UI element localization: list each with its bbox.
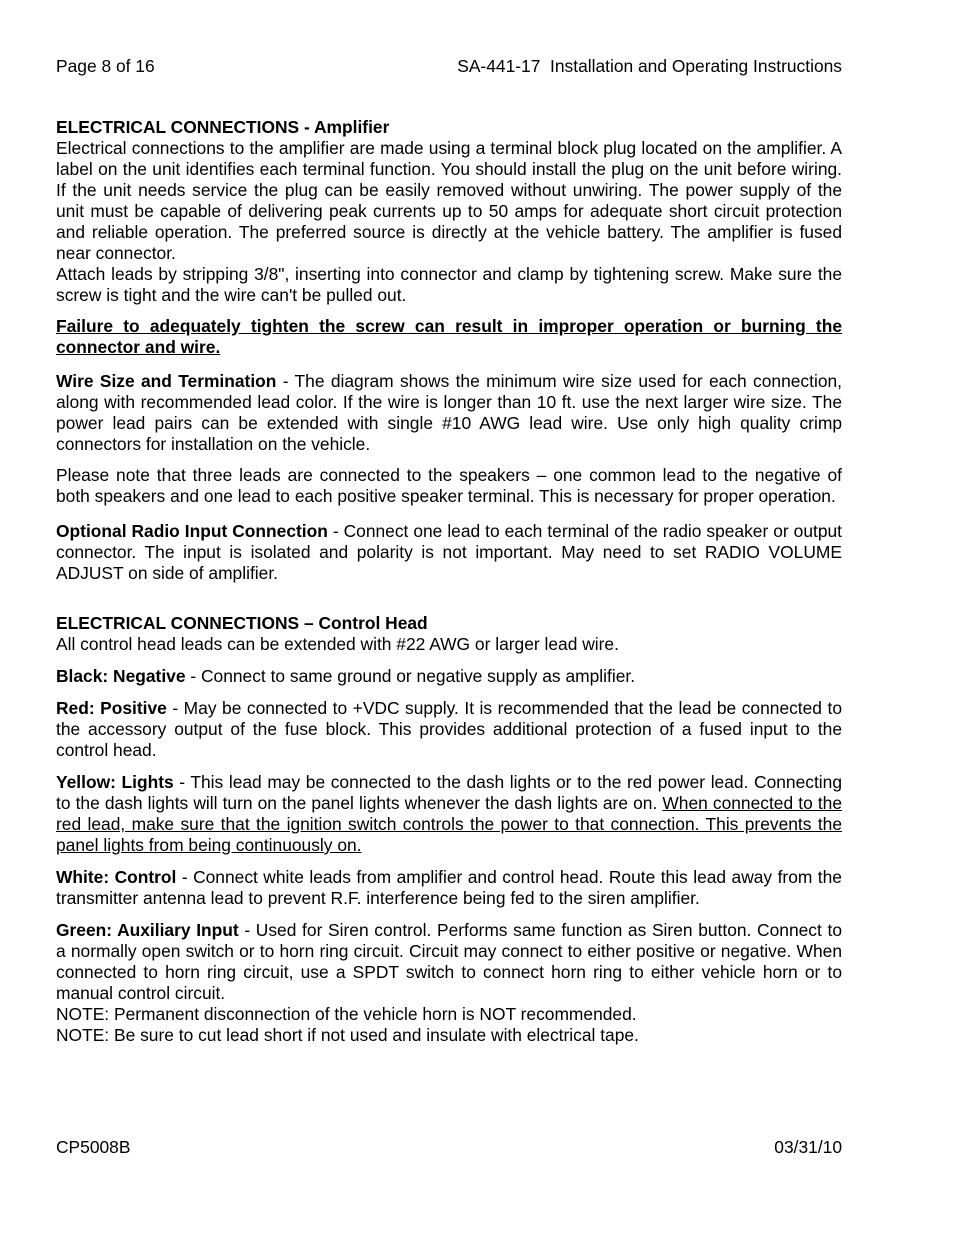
black-lead-label: Black: Negative	[56, 666, 186, 686]
wire-size-text: - The diagram shows the minimum wire size used for each connection, along with recommended lead color. If the wire is longer than 10 ft. use the next larger wire size. The power lead pairs can be extended with single #10 AWG lead wire. Use only high quality crimp connectors for installation on the vehicle.	[56, 371, 842, 454]
document-date: 03/31/10	[774, 1137, 842, 1157]
yellow-lead-warning: When connected to the red lead, make sure that the ignition switch controls the power to that connection. This prevents the panel lights from being continuously on.	[56, 793, 842, 855]
speakers-paragraph: Please note that three leads are connected to the speakers – one common lead to the negative of both speakers and one lead to each positive speaker terminal. This is necessary for proper operation.	[56, 465, 842, 506]
note-lead: NOTE: Be sure to cut lead short if not used and insulate with electrical tape.	[56, 1025, 639, 1045]
black-lead-text: - Connect to same ground or negative supply as amplifier.	[185, 666, 636, 686]
page-number: Page 8 of 16	[56, 56, 155, 76]
warning-text: Failure to adequately tighten the screw can result in improper operation or burning the connector and wire.	[56, 316, 842, 357]
document-code: CP5008B	[56, 1137, 131, 1157]
green-lead-text: - Used for Siren control. Performs same function as Siren button. Connect to a normally open switch or to horn ring circuit. Circuit may connect to either positive or negative. When connected to horn ring circuit, use a SPDT switch to connect horn ring to either vehicle horn or to manual control circuit.	[56, 920, 842, 1003]
yellow-lead-text: - This lead may be connected to the dash lights or to the red power lead. Connecting to the dash lights will turn on the panel lights whenever the dash lights are on.	[56, 772, 842, 813]
attach-leads-paragraph: Attach leads by stripping 3/8", inserting into connector and clamp by tightening screw. Make sure the screw is tight and the wire can't be pulled out.	[56, 264, 842, 305]
green-lead-paragraph	[56, 920, 842, 1004]
white-lead-text: - Connect white leads from amplifier and control head. Route this lead away from the transmitter antenna lead to prevent R.F. interference being fed to the siren amplifier.	[56, 867, 842, 908]
radio-input-paragraph	[56, 521, 842, 584]
wire-size-paragraph	[56, 371, 842, 455]
red-lead-text: - May be connected to +VDC supply. It is recommended that the lead be connected to the accessory output of the fuse block. This provides additional protection of a fused input to the control head.	[56, 698, 842, 760]
yellow-lead-paragraph	[56, 772, 842, 856]
page-header	[56, 56, 842, 77]
control-head-intro: All control head leads can be extended with #22 AWG or larger lead wire.	[56, 634, 619, 654]
radio-input-label: Optional Radio Input Connection	[56, 521, 328, 541]
red-lead-label: Red: Positive	[56, 698, 167, 718]
section-heading-control-head: ELECTRICAL CONNECTIONS – Control Head	[56, 613, 428, 633]
note-horn: NOTE: Permanent disconnection of the vehicle horn is NOT recommended.	[56, 1004, 637, 1024]
amplifier-paragraph: Electrical connections to the amplifier are made using a terminal block plug located on the amplifier. A label on the unit identifies each terminal function. You should install the plug on the unit before wiring. If the unit needs service the plug can be easily removed without unwiring. The power supply of the unit must be capable of delivering peak currents up to 50 amps for adequate short circuit protection and reliable operation. The preferred source is directly at the vehicle battery. The amplifier is fused near connector.	[56, 138, 842, 263]
page-footer	[56, 1137, 842, 1158]
black-lead-paragraph	[56, 666, 842, 687]
white-lead-paragraph	[56, 867, 842, 909]
red-lead-paragraph	[56, 698, 842, 761]
wire-size-label: Wire Size and Termination	[56, 371, 277, 391]
document-title: SA-441-17 Installation and Operating Instructions	[457, 56, 842, 76]
yellow-lead-label: Yellow: Lights	[56, 772, 174, 792]
section-heading-amplifier: ELECTRICAL CONNECTIONS - Amplifier	[56, 117, 390, 137]
radio-input-text: - Connect one lead to each terminal of the radio speaker or output connector. The input is isolated and polarity is not important. May need to set RADIO VOLUME ADJUST on side of amplifier.	[56, 521, 842, 583]
document-body	[56, 117, 842, 1046]
white-lead-label: White: Control	[56, 867, 177, 887]
green-lead-label: Green: Auxiliary Input	[56, 920, 239, 940]
